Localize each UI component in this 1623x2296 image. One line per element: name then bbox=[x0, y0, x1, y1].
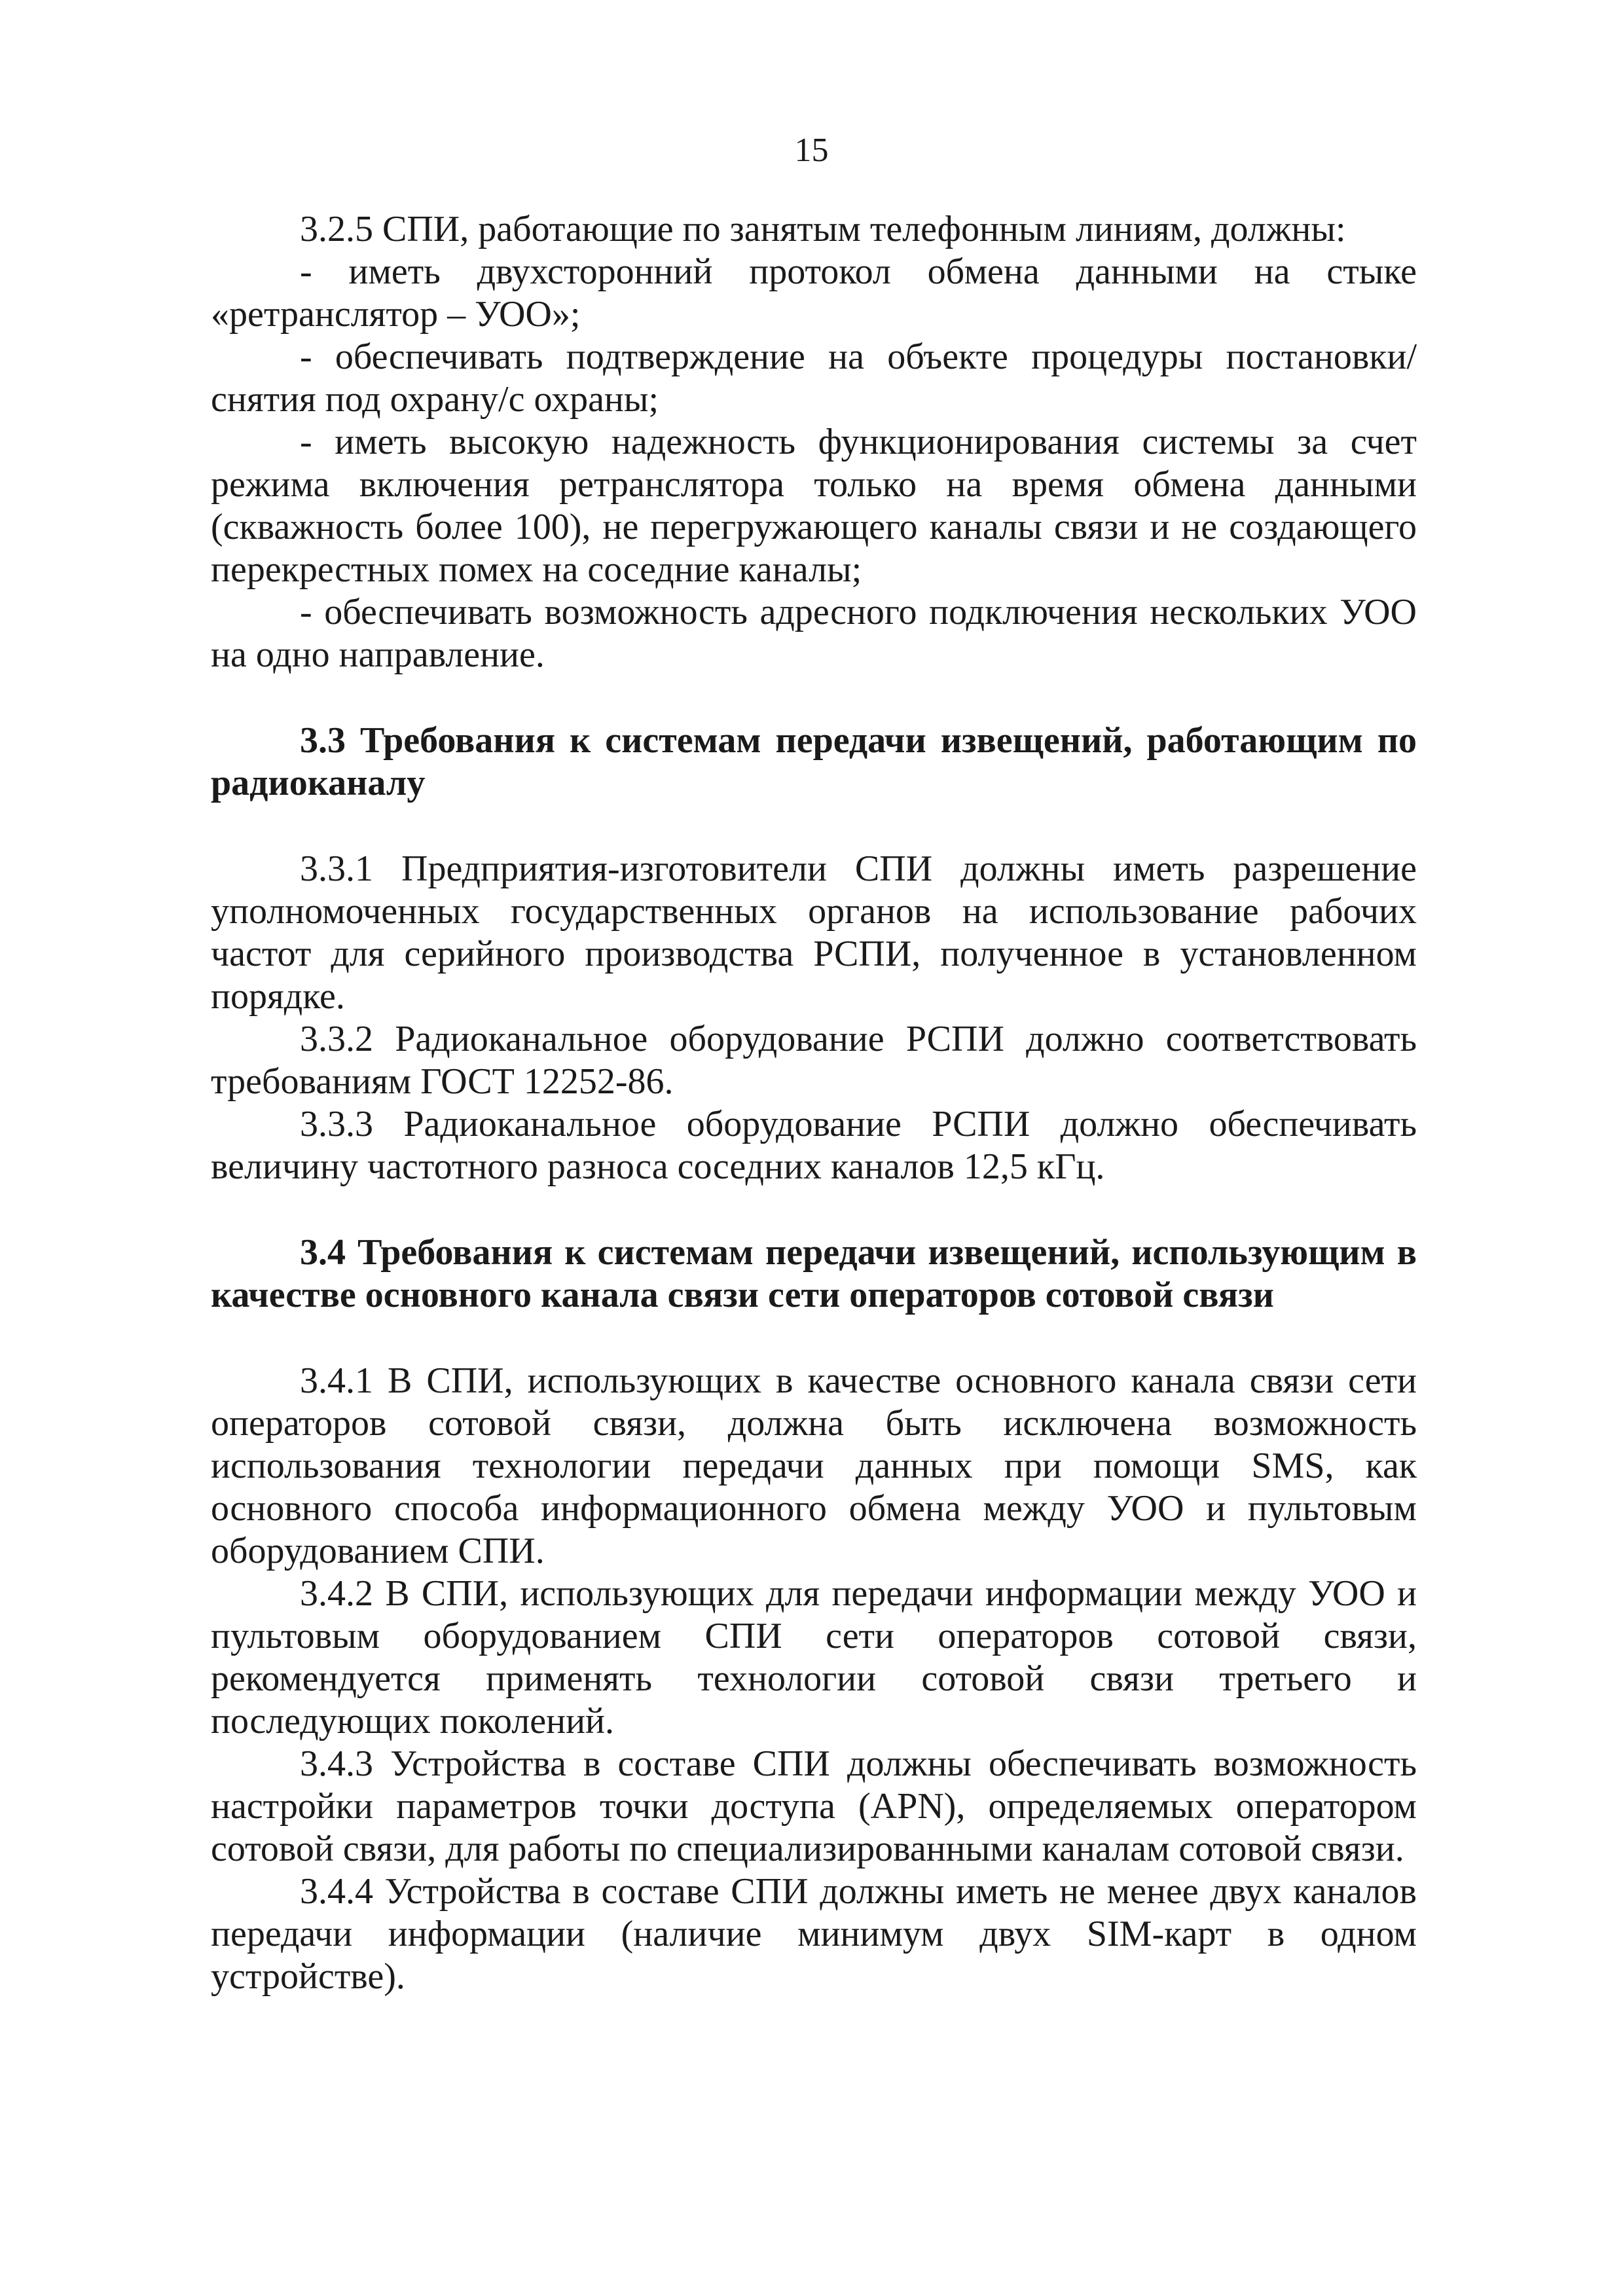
paragraph-3-3-3: 3.3.3 Радиоканальное оборудование РСПИ должно обеспечивать величину частотного разноса соседних каналов 12,5 кГц. bbox=[211, 1104, 1417, 1187]
list-item: - иметь двухсторонний протокол обмена данными на стыке «ретранслятор – УОО»; bbox=[211, 251, 1417, 335]
page-number: 15 bbox=[794, 132, 829, 169]
paragraph-3-3-2: 3.3.2 Радиоканальное оборудование РСПИ должно соответствовать требованиям ГОСТ 12252-86. bbox=[211, 1019, 1417, 1102]
paragraph-3-3-1: 3.3.1 Предприятия-изготовители СПИ должны иметь разрешение уполномоченных государственных органов на использование рабочих частот для серийного производства РСПИ, полученное в установленном порядке. bbox=[211, 848, 1417, 1017]
paragraph-3-4-1: 3.4.1 В СПИ, использующих в качестве основного канала связи сети операторов сотовой связи, должна быть исключена возможность использования технологии передачи данных при помощи SMS, как основного способа информационного обмена между УОО и пультовым оборудованием СПИ. bbox=[211, 1360, 1417, 1571]
paragraph-3-4-2: 3.4.2 В СПИ, использующих для передачи информации между УОО и пультовым оборудованием СПИ сети операторов сотовой связи, рекомендуется применять технологии сотовой связи третьего и последующих поколений. bbox=[211, 1573, 1417, 1741]
paragraph-3-4-4: 3.4.4 Устройства в составе СПИ должны иметь не менее двух каналов передачи информации (наличие минимум двух SIM-карт в одном устройстве). bbox=[211, 1871, 1417, 1997]
list-item: - обеспечивать возможность адресного подключения нескольких УОО на одно направление. bbox=[211, 592, 1417, 675]
section-heading-3-4: 3.4 Требования к системам передачи извещений, использующим в качестве основного канала связи сети операторов сотовой связи bbox=[211, 1232, 1417, 1315]
paragraph-3-4-3: 3.4.3 Устройства в составе СПИ должны обеспечивать возможность настройки параметров точки доступа (APN), определяемых оператором сотовой связи, для работы по специализированными каналам сотовой связи. bbox=[211, 1743, 1417, 1869]
list-item: - обеспечивать подтверждение на объекте процедуры постановки/снятия под охрану/с охраны; bbox=[211, 337, 1417, 420]
section-heading-3-3: 3.3 Требования к системам передачи извещений, работающим по радиоканалу bbox=[211, 720, 1417, 803]
paragraph-3-2-5-intro: 3.2.5 СПИ, работающие по занятым телефонным линиям, должны: bbox=[300, 209, 1346, 249]
page-body bbox=[211, 208, 1417, 1998]
list-item: - иметь высокую надежность функционирования системы за счет режима включения ретранслятора только на время обмена данными (скважность более 100), не перегружающего каналы связи и не создающего перекрестных помех на соседние каналы; bbox=[211, 422, 1417, 590]
